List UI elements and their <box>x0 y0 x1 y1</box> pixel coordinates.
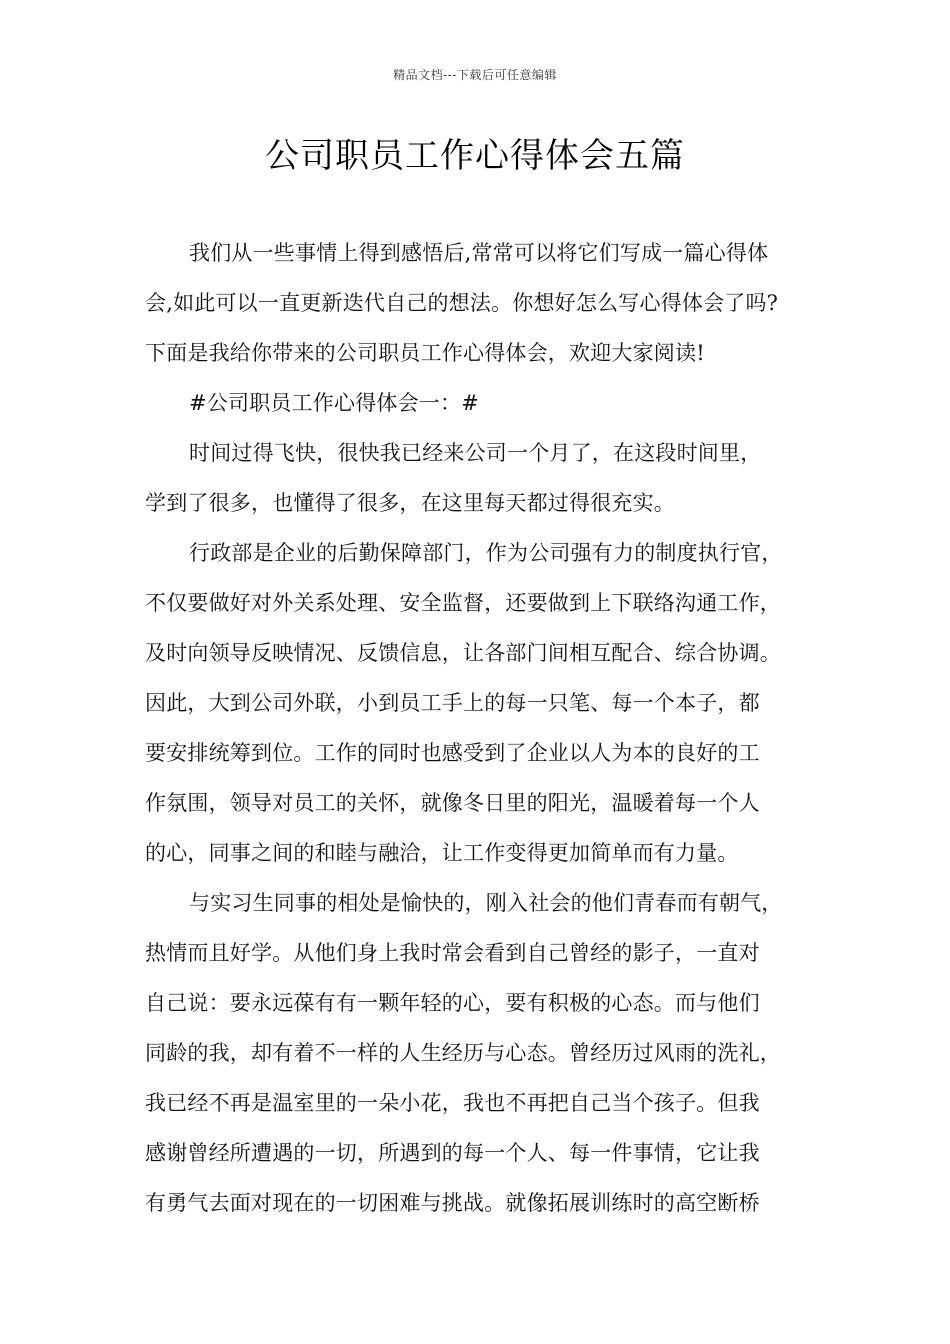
paragraph-line: 要安排统筹到位。工作的同时也感受到了企业以人为本的良好的工 <box>145 741 760 765</box>
paragraph-line: 时间过得飞快，很快我已经来公司一个月了，在这段时间里， <box>189 441 762 465</box>
paragraph-line: 不仅要做好对外关系处理、安全监督，还要做到上下联络沟通工作， <box>145 591 781 615</box>
document-body <box>145 228 830 1228</box>
paragraph-line: 的心，同事之间的和睦与融洽，让工作变得更加简单而有力量。 <box>145 841 739 865</box>
paragraph-line: 学到了很多，也懂得了很多，在这里每天都过得很充实。 <box>145 491 675 515</box>
paragraph-line: 我已经不再是温室里的一朵小花，我也不再把自己当个孩子。但我 <box>145 1091 760 1115</box>
paragraph-line: 因此，大到公司外联，小到员工手上的每一只笔、每一个本子，都 <box>145 691 760 715</box>
paragraph-line: 自己说：要永远葆有有一颗年轻的心，要有积极的心态。而与他们 <box>145 991 760 1015</box>
paragraph-line: 作氛围，领导对员工的关怀，就像冬日里的阳光，温暖着每一个人 <box>145 791 760 815</box>
paragraph-line: 会,如此可以一直更新迭代自己的想法。你想好怎么写心得体会了吗? <box>145 291 779 315</box>
paragraph-line: 热情而且好学。从他们身上我时常会看到自己曾经的影子，一直对 <box>145 941 760 965</box>
document-title: 公司职员工作心得体会五篇 <box>265 136 685 176</box>
section-heading: #公司职员工作心得体会一：# <box>189 391 479 415</box>
paragraph-line: 感谢曾经所遭遇的一切，所遇到的每一个人、每一件事情，它让我 <box>145 1141 760 1165</box>
header-note: 精品文档---下载后可任意编辑 <box>393 68 557 82</box>
paragraph-line: 同龄的我，却有着不一样的人生经历与心态。曾经历过风雨的洗礼， <box>145 1041 781 1065</box>
paragraph-line: 有勇气去面对现在的一切困难与挑战。就像拓展训练时的高空断桥 <box>145 1191 760 1215</box>
paragraph-line: 行政部是企业的后勤保障部门，作为公司强有力的制度执行官， <box>189 541 783 565</box>
paragraph-line: 我们从一些事情上得到感悟后,常常可以将它们写成一篇心得体 <box>189 241 769 265</box>
paragraph-line: 及时向领导反映情况、反馈信息，让各部门间相互配合、综合协调。 <box>145 641 781 665</box>
paragraph-line: 下面是我给你带来的公司职员工作心得体会，欢迎大家阅读! <box>145 341 705 365</box>
paragraph-line: 与实习生同事的相处是愉快的，刚入社会的他们青春而有朝气， <box>189 891 783 915</box>
